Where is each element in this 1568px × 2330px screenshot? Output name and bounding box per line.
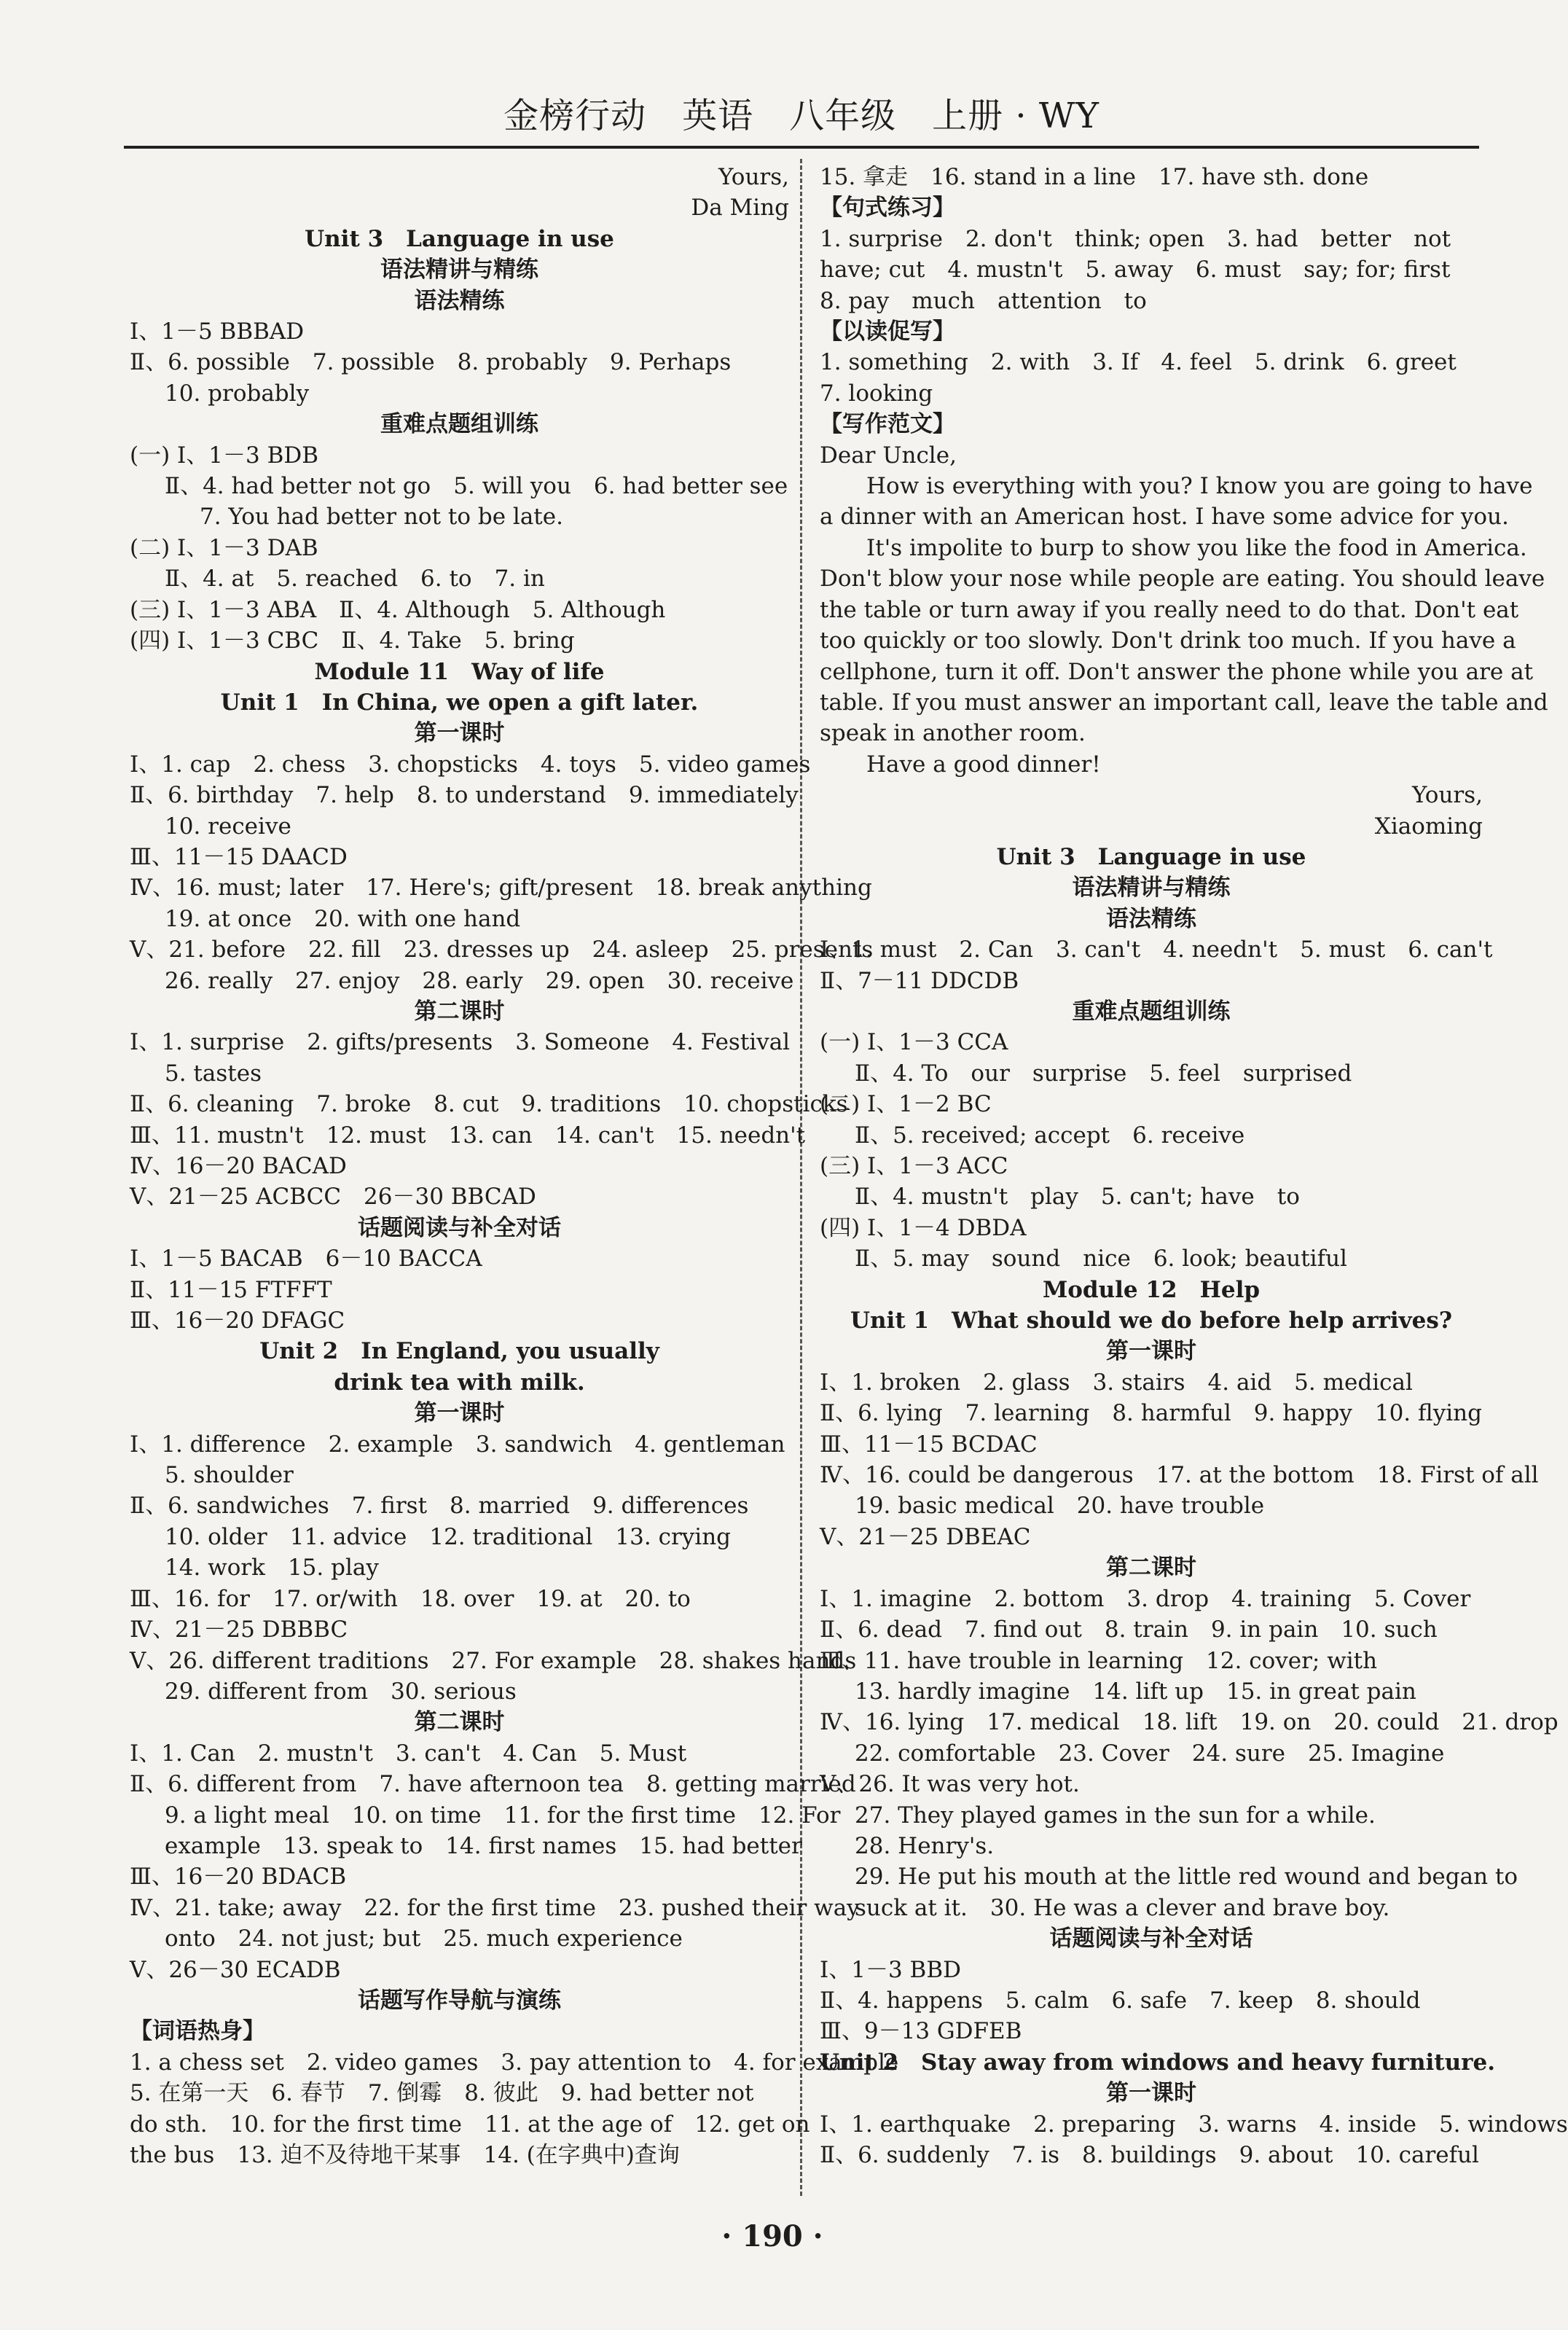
right-line: 7. looking	[820, 380, 933, 407]
left-line: (四) Ⅰ、1－3 CBC Ⅱ、4. Take 5. bring	[130, 628, 575, 654]
right-line: 重难点题组训练	[1072, 998, 1231, 1025]
right-line: cellphone, turn it off. Don't answer the phone while you are at	[820, 658, 1534, 685]
right-line: Module 12 Help	[1042, 1276, 1261, 1303]
right-line: have; cut 4. mustn't 5. away 6. must say; for; first	[820, 257, 1451, 284]
right-line: Yours,	[1412, 782, 1483, 809]
right-line: 8. pay much attention to	[820, 287, 1147, 314]
left-line: Ⅴ、21. before 22. fill 23. dresses up 24. asleep 25. presents	[130, 937, 874, 963]
page-number: · 190 ·	[721, 2219, 823, 2253]
left-line: Ⅳ、16. must; later 17. Here's; gift/present 18. break anything	[130, 875, 872, 902]
left-line: Ⅲ、16. for 17. or/with 18. over 19. at 20. to	[130, 1585, 691, 1612]
right-line: Xiaoming	[1374, 813, 1483, 840]
right-line: (三) Ⅰ、1－3 ACC	[820, 1153, 1008, 1179]
left-line: 重难点题组训练	[380, 411, 538, 438]
right-line: 语法精讲与精练	[1072, 875, 1231, 902]
right-line: 27. They played games in the sun for a while.	[855, 1802, 1376, 1829]
left-line: Ⅳ、21－25 DBBBC	[130, 1616, 348, 1643]
left-line: 语法精讲与精练	[380, 257, 538, 284]
right-line: Ⅱ、6. lying 7. learning 8. harmful 9. happy 10. flying	[820, 1400, 1482, 1427]
left-line: (一) Ⅰ、1－3 BDB	[130, 442, 319, 469]
right-line: Ⅴ、21－25 DBEAC	[820, 1523, 1031, 1550]
right-line: It's impolite to burp to show you like the food in America.	[866, 534, 1527, 561]
right-line: 13. hardly imagine 14. lift up 15. in great pain	[855, 1678, 1416, 1705]
left-line: Ⅱ、6. different from 7. have afternoon tea 8. getting married	[130, 1771, 856, 1798]
right-line: Unit 1 What should we do before help arrives?	[850, 1307, 1453, 1334]
right-line: suck at it. 30. He was a clever and brave boy.	[855, 1894, 1390, 1921]
header-rule	[124, 146, 1479, 149]
left-line: Ⅱ、6. birthday 7. help 8. to understand 9. immediately	[130, 782, 799, 809]
left-line: 9. a light meal 10. on time 11. for the first time 12. For	[165, 1802, 841, 1829]
left-line: Ⅲ、11. mustn't 12. must 13. can 14. can't 15. needn't	[130, 1122, 806, 1149]
right-line: Ⅲ、11－15 BCDAC	[820, 1431, 1038, 1458]
right-line: Ⅲ、9－13 GDFEB	[820, 2018, 1022, 2045]
left-line: Module 11 Way of life	[314, 658, 605, 685]
right-line: 15. 拿走 16. stand in a line 17. have sth. done	[820, 164, 1369, 190]
left-line: Ⅲ、11－15 DAACD	[130, 843, 348, 870]
left-line: 19. at once 20. with one hand	[165, 905, 521, 932]
left-line: 第一课时	[414, 720, 505, 747]
right-line: Have a good dinner!	[866, 751, 1101, 778]
left-line: Ⅱ、6. sandwiches 7. first 8. married 9. differences	[130, 1493, 749, 1520]
right-line: too quickly or too slowly. Don't drink too much. If you have a	[820, 628, 1516, 654]
left-line: Ⅱ、4. at 5. reached 6. to 7. in	[165, 566, 545, 593]
left-line: Ⅳ、21. take; away 22. for the first time 23. pushed their way	[130, 1894, 860, 1921]
left-line: 第二课时	[414, 1709, 505, 1736]
right-line: 【写作范文】	[820, 411, 955, 438]
left-line: Unit 3 Language in use	[305, 225, 614, 252]
right-line: 22. comfortable 23. Cover 24. sure 25. Imagine	[855, 1740, 1445, 1767]
left-line: Ⅴ、21－25 ACBCC 26－30 BBCAD	[130, 1184, 536, 1211]
left-line: 10. probably	[165, 380, 310, 407]
right-line: Dear Uncle,	[820, 442, 957, 469]
right-line: speak in another room.	[820, 720, 1086, 747]
left-line: Ⅲ、16－20 DFAGC	[130, 1307, 345, 1334]
left-line: 话题写作导航与演练	[358, 1987, 561, 2014]
left-line: Unit 2 In England, you usually	[259, 1338, 659, 1365]
header-title: 金榜行动 英语 八年级 上册 · WY	[503, 95, 1099, 136]
right-line: (二) Ⅰ、1－2 BC	[820, 1091, 992, 1118]
left-line: 29. different from 30. serious	[165, 1678, 517, 1705]
left-line: (二) Ⅰ、1－3 DAB	[130, 534, 318, 561]
right-line: Ⅰ、1. broken 2. glass 3. stairs 4. aid 5. medical	[820, 1369, 1413, 1396]
left-line: Ⅰ、1－5 BBBAD	[130, 318, 305, 345]
right-line: 话题阅读与补全对话	[1049, 1926, 1253, 1952]
right-line: 28. Henry's.	[855, 1832, 995, 1859]
left-line: Ⅰ、1. cap 2. chess 3. chopsticks 4. toys 5. video games	[130, 751, 811, 778]
right-line: Ⅰ、1. earthquake 2. preparing 3. warns 4. inside 5. windows	[820, 2111, 1568, 2138]
left-line: 第二课时	[414, 998, 505, 1025]
right-line: Ⅱ、5. received; accept 6. receive	[855, 1122, 1245, 1149]
left-line: example 13. speak to 14. first names 15. had better	[165, 1832, 802, 1859]
left-line: Ⅲ、16－20 BDACB	[130, 1864, 347, 1891]
right-line: 19. basic medical 20. have trouble	[855, 1493, 1265, 1520]
right-line: Ⅱ、7－11 DDCDB	[820, 967, 1019, 994]
right-line: Ⅱ、6. dead 7. find out 8. train 9. in pain 10. such	[820, 1616, 1438, 1643]
left-line: 5. shoulder	[165, 1462, 294, 1489]
right-line: 第一课时	[1106, 1338, 1196, 1365]
left-line: onto 24. not just; but 25. much experience	[165, 1926, 683, 1952]
left-line: 7. You had better not to be late.	[200, 504, 563, 531]
right-line: (一) Ⅰ、1－3 CCA	[820, 1029, 1008, 1056]
left-line: Ⅱ、6. possible 7. possible 8. probably 9. Perhaps	[130, 349, 732, 376]
right-line: Ⅱ、4. happens 5. calm 6. safe 7. keep 8. should	[820, 1987, 1421, 2014]
left-line: do sth. 10. for the first time 11. at the age of 12. get on	[130, 2111, 810, 2138]
right-column	[820, 162, 1568, 2170]
right-line: Don't blow your nose while people are eating. You should leave	[820, 566, 1545, 593]
right-line: Ⅴ、26. It was very hot.	[820, 1771, 1080, 1798]
right-line: 第一课时	[1106, 2080, 1196, 2107]
right-line: 29. He put his mouth at the little red wound and began to	[855, 1864, 1518, 1891]
left-line: 语法精练	[414, 287, 505, 314]
left-line: 话题阅读与补全对话	[358, 1214, 561, 1241]
right-line: 1. surprise 2. don't think; open 3. had better not	[820, 225, 1451, 252]
right-line: Ⅱ、5. may sound nice 6. look; beautiful	[855, 1246, 1347, 1272]
left-line: Ⅰ、1. surprise 2. gifts/presents 3. Someone 4. Festival	[130, 1029, 791, 1056]
left-line: 10. older 11. advice 12. traditional 13. crying	[165, 1523, 731, 1550]
right-line: 第二课时	[1106, 1555, 1196, 1582]
left-line: 14. work 15. play	[165, 1555, 379, 1582]
left-line: Ⅰ、1. difference 2. example 3. sandwich 4. gentleman	[130, 1431, 785, 1458]
left-line: 5. tastes	[165, 1060, 262, 1087]
left-line: Ⅳ、16－20 BACAD	[130, 1153, 347, 1179]
left-line: Ⅴ、26. different traditions 27. For example 28. shakes hands	[130, 1647, 857, 1674]
left-line: Ⅰ、1. Can 2. mustn't 3. can't 4. Can 5. Must	[130, 1740, 687, 1767]
left-line: Ⅱ、4. had better not go 5. will you 6. had better see	[165, 473, 788, 500]
left-line: 26. really 27. enjoy 28. early 29. open 30. receive	[165, 967, 794, 994]
right-line: Ⅰ、1. imagine 2. bottom 3. drop 4. training 5. Cover	[820, 1585, 1471, 1612]
right-line: Ⅲ、11. have trouble in learning 12. cover; with	[820, 1647, 1378, 1674]
right-line: 【句式练习】	[820, 195, 955, 222]
left-line: 10. receive	[165, 813, 291, 840]
left-line: Unit 1 In China, we open a gift later.	[220, 689, 699, 716]
right-line: Ⅳ、16. could be dangerous 17. at the bottom 18. First of all	[820, 1462, 1539, 1489]
column-divider	[800, 159, 802, 2196]
left-line: the bus 13. 迫不及待地干某事 14. (在字典中)查询	[130, 2142, 680, 2168]
left-line: Ⅱ、11－15 FTFFT	[130, 1276, 332, 1303]
left-line: Yours,	[718, 164, 789, 190]
right-line: Ⅱ、6. suddenly 7. is 8. buildings 9. about 10. careful	[820, 2142, 1479, 2168]
right-line: Ⅳ、16. lying 17. medical 18. lift 19. on 20. could 21. drop	[820, 1709, 1559, 1736]
left-line: 5. 在第一天 6. 春节 7. 倒霉 8. 彼此 9. had better not	[130, 2080, 754, 2107]
right-line: Unit 3 Language in use	[996, 843, 1306, 870]
left-line: 【词语热身】	[130, 2018, 265, 2045]
right-line: Ⅱ、4. mustn't play 5. can't; have to	[855, 1184, 1300, 1211]
left-line: Ⅱ、6. cleaning 7. broke 8. cut 9. traditions 10. chopsticks	[130, 1091, 848, 1118]
left-line: (三) Ⅰ、1－3 ABA Ⅱ、4. Although 5. Although	[130, 596, 666, 623]
right-line: 1. something 2. with 3. If 4. feel 5. drink 6. greet	[820, 349, 1457, 376]
right-line: the table or turn away if you really need to do that. Don't eat	[820, 596, 1519, 623]
right-line: table. If you must answer an important call, leave the table and	[820, 689, 1548, 716]
right-line: Ⅰ、1. must 2. Can 3. can't 4. needn't 5. must 6. can't	[820, 937, 1493, 963]
right-line: How is everything with you? I know you are going to have	[866, 473, 1533, 500]
left-line: Da Ming	[691, 195, 789, 222]
right-line: 语法精练	[1106, 905, 1196, 932]
left-line: 第一课时	[414, 1400, 505, 1427]
left-line: Ⅴ、26－30 ECADB	[130, 1956, 341, 1983]
right-line: 【以读促写】	[820, 318, 955, 345]
right-line: Ⅰ、1－3 BBD	[820, 1956, 961, 1983]
right-line: a dinner with an American host. I have some advice for you.	[820, 504, 1509, 531]
right-line: Unit 2 Stay away from windows and heavy furniture.	[820, 2049, 1496, 2076]
right-line: (四) Ⅰ、1－4 DBDA	[820, 1214, 1027, 1241]
left-line: 1. a chess set 2. video games 3. pay attention to 4. for example	[130, 2049, 899, 2076]
left-line: Ⅰ、1－5 BACAB 6－10 BACCA	[130, 1246, 482, 1272]
left-line: drink tea with milk.	[334, 1369, 585, 1396]
right-line: Ⅱ、4. To our surprise 5. feel surprised	[855, 1060, 1352, 1087]
